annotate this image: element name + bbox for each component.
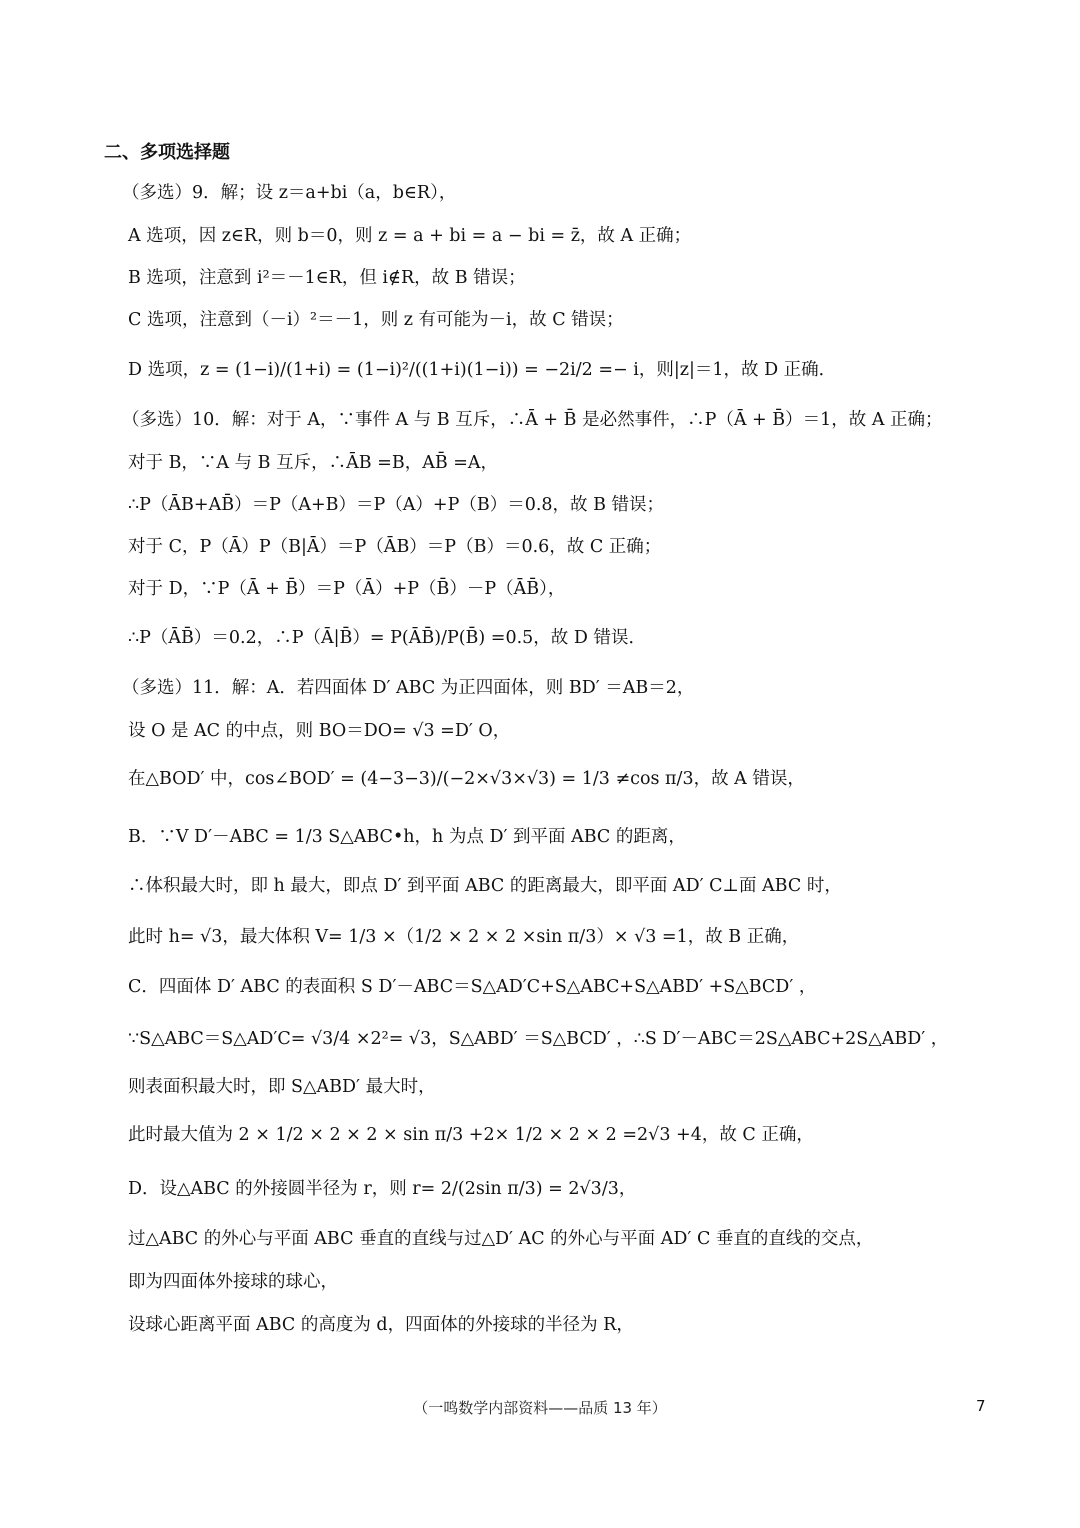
text-line: 在△BOD′ 中，cos∠BOD′ = (4−3−3)/(−2×√3×√3) = 1/3 ≠cos π/3，故 A 错误，: [128, 769, 805, 789]
text-line: ∵S△ABC＝S△AD′C= √3/4 ×2²= √3，S△ABD′ ＝S△BCD′ ，∴S D′－ABC＝2S△ABC+2S△ABD′ ，: [128, 1029, 949, 1049]
text-line: ∴P（ĀB+AB̄）＝P（A+B）＝P（A）+P（B）＝0.8，故 B 错误；: [128, 495, 665, 515]
page-number: 7: [976, 1397, 986, 1415]
page-footer: （一鸣数学内部资料——品质 13 年）: [413, 1399, 667, 1417]
text-line: 则表面积最大时，即 S△ABD′ 最大时，: [128, 1077, 436, 1097]
text-line: 此时 h= √3，最大体积 V= 1/3 ×（1/2 × 2 × 2 ×sin π/3）× √3 =1，故 B 正确，: [128, 927, 800, 947]
text-line: （多选）9．解；设 z＝a+bi（a，b∈R），: [122, 183, 457, 203]
text-line: B．∵V D′－ABC = 1/3 S△ABC•h，h 为点 D′ 到平面 ABC 的距离，: [128, 827, 686, 847]
text-line: 过△ABC 的外心与平面 ABC 垂直的直线与过△D′ AC 的外心与平面 AD′ C 垂直的直线的交点，: [128, 1229, 874, 1249]
text-line: 对于 B，∵A 与 B 互斥，∴ĀB =B，AB̄ =A，: [128, 453, 499, 473]
text-line: C 选项，注意到（－i）²＝－1，则 z 有可能为－i，故 C 错误；: [128, 310, 624, 330]
text-line: A 选项，因 z∈R，则 b＝0，则 z = a + bi = a − bi = z̄，故 A 正确；: [128, 226, 692, 246]
text-line: ∴体积最大时，即 h 最大，即点 D′ 到平面 ABC 的距离最大，即平面 AD′ C⊥面 ABC 时，: [128, 876, 842, 896]
text-line: D．设△ABC 的外接圆半径为 r，则 r= 2/(2sin π/3) = 2√3/3，: [128, 1179, 637, 1199]
text-line: 即为四面体外接球的球心，: [128, 1272, 338, 1292]
text-line: C．四面体 D′ ABC 的表面积 S D′－ABC＝S△AD′C+S△ABC+S△ABD′ +S△BCD′ ，: [128, 977, 817, 997]
section-title: 二、多项选择题: [104, 142, 230, 163]
text-line: D 选项，z = (1−i)/(1+i) = (1−i)²/((1+i)(1−i)) = −2i/2 =− i，则|z|＝1，故 D 正确．: [128, 360, 837, 380]
text-line: 对于 C，P（Ā）P（B|Ā）＝P（ĀB）＝P（B）＝0.6，故 C 正确；: [128, 537, 662, 557]
text-line: 对于 D，∵P（Ā + B̄）＝P（Ā）+P（B̄）－P（ĀB̄），: [128, 579, 566, 599]
text-line: （多选）11．解：A．若四面体 D′ ABC 为正四面体，则 BD′ ＝AB＝2，: [122, 678, 695, 698]
text-line: （多选）10．解：对于 A，∵事件 A 与 B 互斥，∴Ā + B̄ 是必然事件，∴P（Ā + B̄）＝1，故 A 正确；: [122, 410, 943, 430]
text-line: 此时最大值为 2 × 1/2 × 2 × 2 × sin π/3 +2× 1/2 × 2 × 2 =2√3 +4，故 C 正确，: [128, 1125, 814, 1145]
text-line: 设球心距离平面 ABC 的高度为 d，四面体的外接球的半径为 R，: [128, 1315, 634, 1335]
text-line: ∴P（ĀB̄）＝0.2，∴P（Ā|B̄）= P(ĀB̄)/P(B̄) =0.5，故 D 错误．: [128, 628, 646, 648]
text-line: 设 O 是 AC 的中点，则 BO＝DO= √3 =D′ O，: [128, 721, 511, 741]
text-line: B 选项，注意到 i²＝－1∈R，但 i∉R，故 B 错误；: [128, 268, 526, 288]
